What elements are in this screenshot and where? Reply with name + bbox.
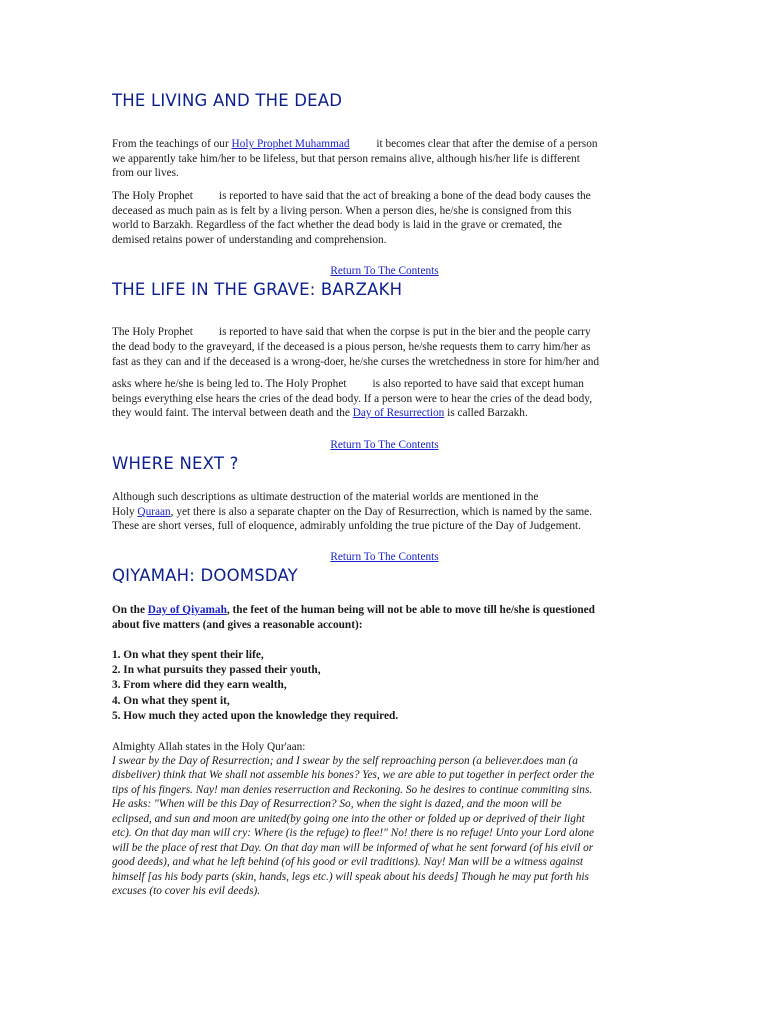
heading-living-and-dead: THE LIVING AND THE DEAD <box>112 91 343 110</box>
paragraph-line: Holy Quraan, yet there is also a separate chapter on the Day of Resurrection, which is named by the same. <box>112 506 592 518</box>
day-of-resurrection-link[interactable]: Day of Resurrection <box>352 407 445 419</box>
paragraph-line: the dead body to the graveyard, if the deceased is a pious person, he/she requests them to carry him/her as <box>112 341 591 353</box>
return-to-contents-link[interactable]: Return To The Contents <box>330 551 439 563</box>
paragraph-line: On the Day of Qiyamah, the feet of the human being will not be able to move till he/she is questioned <box>112 604 595 616</box>
quote-line: I swear by the Day of Resurrection; and I swear by the self reproaching person (a believer.does man (a <box>112 755 578 767</box>
paragraph-line: These are short verses, full of eloquence, admirably unfolding the true picture of the Day of Judgement. <box>112 520 581 532</box>
quote-line: He asks: "When will be this Day of Resurrection? So, when the sight is dazed, and the moon will be <box>112 798 562 810</box>
paragraph-line: asks where he/she is being led to. The Holy Prophet is also reported to have said that except human <box>112 378 584 390</box>
paragraph-line: they would faint. The interval between death and the Day of Resurrection is called Barzakh. <box>112 407 528 419</box>
quote-line: excuses (to cover his evil deeds). <box>112 885 261 897</box>
quraan-link[interactable]: Quraan <box>137 506 171 518</box>
return-to-contents-link[interactable]: Return To The Contents <box>330 265 439 277</box>
heading-life-in-grave: THE LIFE IN THE GRAVE: BARZAKH <box>112 280 403 299</box>
heading-qiyamah: QIYAMAH: DOOMSDAY <box>112 566 298 585</box>
paragraph-line: demised retains power of understanding and comprehension. <box>112 234 387 246</box>
paragraph-line: fast as they can and if the deceased is a wrong-doer, he/she curses the wretchedness in store for him/her and <box>112 356 600 368</box>
heading-where-next: WHERE NEXT ? <box>112 454 239 473</box>
paragraph-line: we apparently take him/her to be lifeless, but that person remains alive, although his/her life is different <box>112 153 580 165</box>
paragraph-line: world to Barzakh. Regardless of the fact whether the dead body is laid in the grave or cremated, the <box>112 219 562 231</box>
paragraph-line: The Holy Prophet is reported to have said that the act of breaking a bone of the dead body causes the <box>112 190 591 202</box>
paragraph-line: The Holy Prophet is reported to have said that when the corpse is put in the bier and the people carry <box>112 326 591 338</box>
five-matters-list <box>112 648 398 724</box>
list-item: 2. In what pursuits they passed their youth, <box>112 664 321 677</box>
quote-line: etc). On that day man will cry: Where (is the refuge) to flee!" No! there is no refuge! Unto your Lord alone <box>112 827 595 839</box>
paragraph-line: deceased as much pain as is felt by a living person. When a person dies, he/she is consigned from this <box>112 205 572 217</box>
list-item: 5. How much they acted upon the knowledge they required. <box>112 709 399 722</box>
holy-prophet-link[interactable]: Holy Prophet Muhammad <box>231 138 350 150</box>
day-of-qiyamah-link[interactable]: Day of Qiyamah <box>147 604 227 616</box>
paragraph-line: from our lives. <box>112 167 179 179</box>
quote-line: good deeds), and what he left behind (of his good or evil traditions). Nay! Man will be a witness against <box>112 856 583 868</box>
paragraph-line: From the teachings of our Holy Prophet Muhammad it becomes clear that after the demise of a person <box>112 138 598 150</box>
paragraph-line: Although such descriptions as ultimate destruction of the material worlds are mentioned in the <box>112 491 539 503</box>
paragraph-line: beings everything else hears the cries of the dead body. If a person were to hear the cries of the dead body, <box>112 393 593 405</box>
quote-line: eclipsed, and sun and moon are united(by going one into the other or folded up or deprived of their light <box>112 813 585 825</box>
list-item: 3. From where did they earn wealth, <box>112 679 287 692</box>
quote-line: himself [as his body parts (skin, hands, legs etc.) will speak about his deeds] Though he may put forth his <box>112 871 589 883</box>
quote-line: will be the place of rest that Day. On that day man will be informed of what he sent forward (of his eivil or <box>112 842 594 854</box>
return-to-contents-link[interactable]: Return To The Contents <box>330 439 439 451</box>
quote-line: tips of his fingers. Nay! man denies reserruction and Reckoning. So he desires to continue commiting sins. <box>112 784 593 796</box>
quote-line: disbeliver) think that We shall not assemble his bones? Yes, we are able to put together in perfect order the <box>112 769 595 781</box>
quote-intro: Almighty Allah states in the Holy Qur'aan: <box>112 741 306 753</box>
list-item: 4. On what they spent it, <box>112 694 230 707</box>
paragraph-line: about five matters (and gives a reasonable account): <box>112 619 363 631</box>
list-item: 1. On what they spent their life, <box>112 649 264 661</box>
